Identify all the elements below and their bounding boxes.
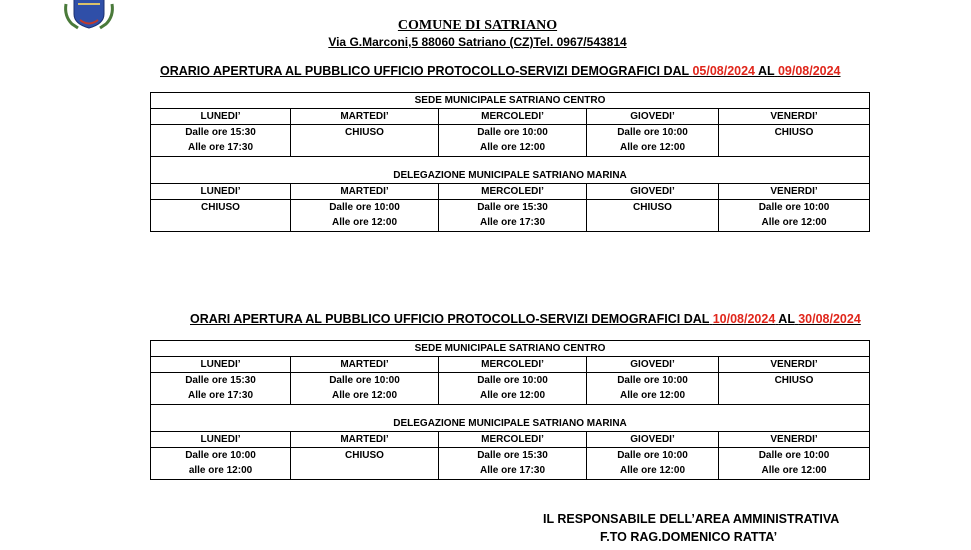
day-header: LUNEDI’ xyxy=(151,109,291,125)
hours-cell: CHIUSO xyxy=(151,200,291,232)
day-header: MARTEDI’ xyxy=(291,184,439,200)
hours-cell: Dalle ore 10:00 alle ore 12:00 xyxy=(151,448,291,480)
signature-name: F.TO RAG.DOMENICO RATTA’ xyxy=(600,530,778,544)
schedule-2-date-to: 30/08/2024 xyxy=(798,312,861,326)
day-header: MARTEDI’ xyxy=(291,432,439,448)
schedule-1-table xyxy=(150,92,870,232)
hours-cell: CHIUSO xyxy=(291,448,439,480)
hours-cell: Dalle ore 10:00 Alle ore 12:00 xyxy=(719,200,870,232)
section-title: DELEGAZIONE MUNICIPALE SATRIANO MARINA xyxy=(151,168,870,184)
section-title: SEDE MUNICIPALE SATRIANO CENTRO xyxy=(151,341,870,357)
schedule-1-heading: ORARIO APERTURA AL PUBBLICO UFFICIO PROTOCOLLO-SERVIZI DEMOGRAFICI DAL 05/08/2024 AL 09/08/2024 xyxy=(160,64,841,78)
section-title: SEDE MUNICIPALE SATRIANO CENTRO xyxy=(151,93,870,109)
schedule-2-table xyxy=(150,340,870,480)
comune-address: Via G.Marconi,5 88060 Satriano (CZ)Tel. 0967/543814 xyxy=(328,35,627,49)
day-header: LUNEDI’ xyxy=(151,357,291,373)
hours-cell: Dalle ore 10:00 Alle ore 12:00 xyxy=(587,448,719,480)
hours-cell: Dalle ore 10:00 Alle ore 12:00 xyxy=(719,448,870,480)
day-header: MARTEDI’ xyxy=(291,109,439,125)
day-header: LUNEDI’ xyxy=(151,184,291,200)
day-header: LUNEDI’ xyxy=(151,432,291,448)
comune-title: COMUNE DI SATRIANO xyxy=(397,18,558,33)
hours-cell: Dalle ore 10:00 Alle ore 12:00 xyxy=(291,373,439,405)
hours-cell: Dalle ore 15:30 Alle ore 17:30 xyxy=(439,448,587,480)
day-header: GIOVEDI’ xyxy=(587,109,719,125)
hours-cell: Dalle ore 10:00 Alle ore 12:00 xyxy=(587,125,719,157)
day-header: VENERDI’ xyxy=(719,357,870,373)
schedule-2-date-from: 10/08/2024 xyxy=(712,312,776,326)
hours-cell: CHIUSO xyxy=(291,125,439,157)
day-header: MERCOLEDI’ xyxy=(439,109,587,125)
section-spacer xyxy=(151,157,870,169)
hours-cell: CHIUSO xyxy=(719,125,870,157)
day-header: MERCOLEDI’ xyxy=(439,184,587,200)
day-header: GIOVEDI’ xyxy=(587,432,719,448)
schedule-2-heading: ORARI APERTURA AL PUBBLICO UFFICIO PROTOCOLLO-SERVIZI DEMOGRAFICI DAL 10/08/2024 AL 30/08/2024 xyxy=(190,312,861,326)
day-header: GIOVEDI’ xyxy=(587,184,719,200)
hours-cell: Dalle ore 10:00 Alle ore 12:00 xyxy=(587,373,719,405)
hours-cell: Dalle ore 15:30 Alle ore 17:30 xyxy=(151,125,291,157)
hours-cell: Dalle ore 15:30 Alle ore 17:30 xyxy=(439,200,587,232)
hours-cell: CHIUSO xyxy=(587,200,719,232)
schedule-1-date-to: 09/08/2024 xyxy=(777,64,841,78)
section-spacer xyxy=(151,405,870,417)
hours-cell: Dalle ore 10:00 Alle ore 12:00 xyxy=(439,125,587,157)
day-header: VENERDI’ xyxy=(719,184,870,200)
schedule-1-date-from: 05/08/2024 xyxy=(692,64,755,78)
day-header: GIOVEDI’ xyxy=(587,357,719,373)
day-header: VENERDI’ xyxy=(719,109,870,125)
hours-cell: CHIUSO xyxy=(719,373,870,405)
section-title: DELEGAZIONE MUNICIPALE SATRIANO MARINA xyxy=(151,416,870,432)
signature-title: IL RESPONSABILE DELL’AREA AMMINISTRATIVA xyxy=(543,512,840,526)
hours-cell: Dalle ore 10:00 Alle ore 12:00 xyxy=(291,200,439,232)
day-header: MERCOLEDI’ xyxy=(439,357,587,373)
hours-cell: Dalle ore 10:00 Alle ore 12:00 xyxy=(439,373,587,405)
hours-cell: Dalle ore 15:30 Alle ore 17:30 xyxy=(151,373,291,405)
day-header: VENERDI’ xyxy=(719,432,870,448)
day-header: MERCOLEDI’ xyxy=(439,432,587,448)
day-header: MARTEDI’ xyxy=(291,357,439,373)
